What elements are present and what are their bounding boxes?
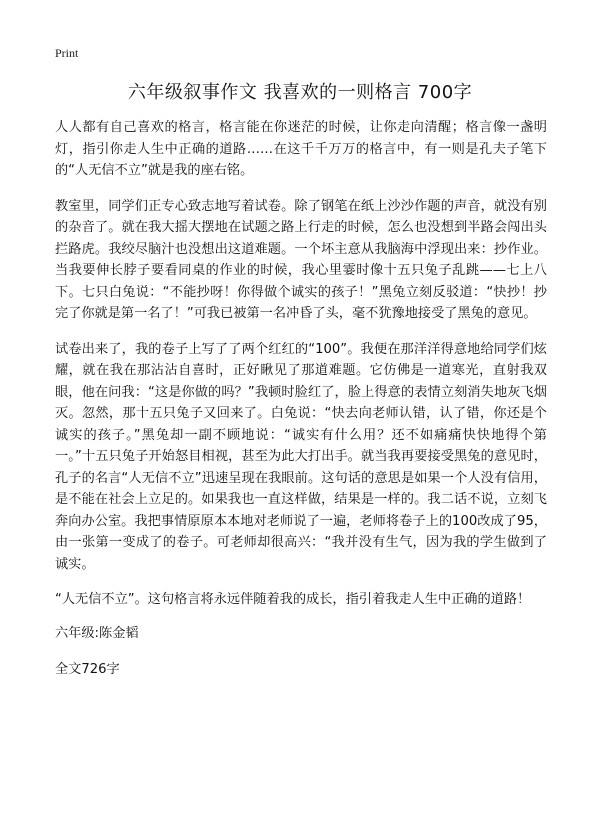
author-line: 六年级:陈金韬	[55, 625, 139, 641]
paragraph-confession: 试卷出来了，我的卷子上写了了两个红红的“100”。我便在那洋洋得意地给同学们炫耀，就在我在那沾沾自喜时，正好瞅见了那道难题。它仿佛是一道寒光，直射我双眼，他在问我：“这是你做的吗？”我顿时脸红了，脸上得意的表情立刻消失地灰飞烟灭。忽然，那十五只兔子又回来了。白兔说：“快去向老师认错，认了错，你还是个诚实的孩子。”黑兔却一副不顾地说：“诚实有什么用？还不如痛痛快快地得个第一。”十五只兔子开始怒目相视，甚至为此大打出手。就当我再要接受黑兔的意见时，孔子的名言“人无信不立”迅速呈现在我眼前。这句话的意思是如果一个人没有信用，是不能在社会上立足的。如果我也一直这样做，结果是一样的。我二话不说，立刻飞奔向办公室。我把事情原原本本地对老师说了一遍，老师将卷子上的100改成了95，由一张第一变成了的卷子。可老师却很高兴：“我并没有生气，因为我的学生做到了诚实。	[55, 341, 547, 572]
paragraph-intro: 人人都有自己喜欢的格言，格言能在你迷茫的时候，让你走向清醒；格言像一盏明灯，指引你走人生中正确的道路……在这千千万万的格言中，有一则是孔夫子笔下的“人无信不立”就是我的座右铭。	[55, 120, 547, 178]
page-title: 六年级叙事作文 我喜欢的一则格言 700字	[127, 82, 473, 103]
paragraph-conclusion: “人无信不立”。这句格言将永远伴随着我的成长，指引着我走人生中正确的道路！	[55, 592, 531, 607]
print-link[interactable]: Print	[55, 46, 79, 60]
article-body	[55, 117, 547, 695]
word-count: 全文726字	[55, 661, 120, 677]
paragraph-exam-scene: 教室里，同学们正专心致志地写着试卷。除了钢笔在纸上沙沙作题的声音，就没有别的杂音了。就在我大摇大摆地在试题之路上行走的时候，怎么也没想到半路会闯出头拦路虎。我绞尽脑汁也没想出这道难题。一个坏主意从我脑海中浮现出来：抄作业。当我要伸长脖子要看同桌的作业的时候，我心里霎时像十五只兔子乱跳——七上八下。七只白兔说：“不能抄呀！你得做个诚实的孩子！”黑兔立刻反驳道：“快抄！抄完了你就是第一名了！”可我已被第一名冲昏了头，毫不犹豫地接受了黑兔的意见。	[55, 198, 547, 321]
